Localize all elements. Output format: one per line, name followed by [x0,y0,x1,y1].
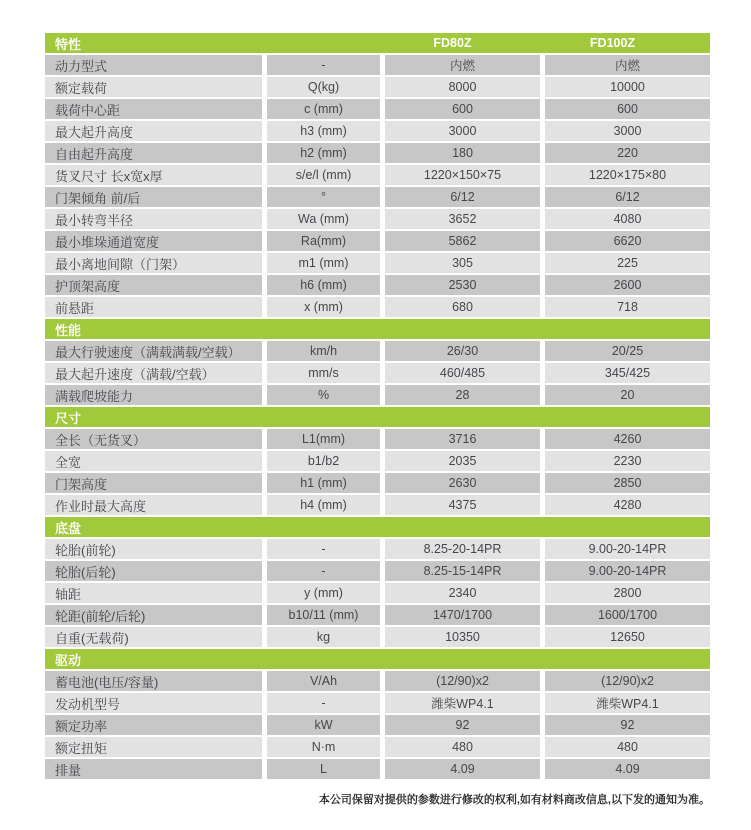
table-row [45,385,710,405]
spec-value-fd100z: 9.00-20-14PR [545,539,710,559]
table-row [45,121,710,141]
table-header-row [45,33,710,53]
spec-value-fd80z: 680 [385,297,540,317]
spec-label: 发动机型号 [45,693,262,713]
footer-disclaimer: 本公司保留对提供的参数进行修改的权利,如有材料商改信息,以下发的通知为准。 [318,794,710,806]
spec-value-fd100z: (12/90)x2 [545,671,710,691]
spec-label: 动力型式 [45,55,262,75]
table-row [45,737,710,757]
table-row [45,165,710,185]
table-row [45,187,710,207]
spec-unit: ° [267,187,380,207]
spec-value-fd100z: 2600 [545,275,710,295]
spec-value-fd80z: 4375 [385,495,540,515]
spec-value-fd80z: 600 [385,99,540,119]
spec-label: 蓄电池(电压/容量) [45,671,262,691]
header-model-fd100z: FD100Z [589,36,636,50]
table-row [45,341,710,361]
table-row [45,583,710,603]
spec-label: 最大起升高度 [45,121,262,141]
spec-unit: L [267,759,380,779]
spec-unit: h2 (mm) [267,143,380,163]
table-row [45,99,710,119]
spec-value-fd80z: 8.25-15-14PR [385,561,540,581]
spec-label: 最小离地间隙（门架） [45,253,262,273]
spec-unit: mm/s [267,363,380,383]
spec-label: 门架倾角 前/后 [45,187,262,207]
spec-value-fd100z: 6620 [545,231,710,251]
spec-value-fd80z: 3000 [385,121,540,141]
spec-value-fd100z: 4280 [545,495,710,515]
spec-value-fd80z: 2035 [385,451,540,471]
spec-value-fd80z: (12/90)x2 [385,671,540,691]
spec-value-fd100z: 1220×175×80 [545,165,710,185]
spec-label: 作业时最大高度 [45,495,262,515]
spec-unit: km/h [267,341,380,361]
spec-value-fd100z: 4080 [545,209,710,229]
spec-value-fd80z: 2340 [385,583,540,603]
table-row [45,561,710,581]
spec-unit: x (mm) [267,297,380,317]
spec-value-fd100z: 345/425 [545,363,710,383]
spec-unit: Wa (mm) [267,209,380,229]
spec-label: 额定载荷 [45,77,262,97]
spec-label: 门架高度 [45,473,262,493]
spec-unit: kW [267,715,380,735]
spec-unit: - [267,539,380,559]
table-row [45,627,710,647]
table-row [45,77,710,97]
spec-label: 自重(无载荷) [45,627,262,647]
spec-unit: - [267,561,380,581]
section-header: 底盘 [45,517,710,537]
spec-unit: h3 (mm) [267,121,380,141]
spec-value-fd80z: 26/30 [385,341,540,361]
spec-label: 货叉尺寸 长x宽x厚 [45,165,262,185]
section-header: 尺寸 [45,407,710,427]
spec-value-fd80z: 8.25-20-14PR [385,539,540,559]
table-row [45,759,710,779]
spec-label: 全宽 [45,451,262,471]
table-row [45,429,710,449]
spec-label: 护顶架高度 [45,275,262,295]
spec-value-fd100z: 20/25 [545,341,710,361]
spec-unit: b1/b2 [267,451,380,471]
spec-value-fd80z: 5862 [385,231,540,251]
spec-value-fd100z: 潍柴WP4.1 [545,693,710,713]
spec-unit: s/e/l (mm) [267,165,380,185]
spec-unit: - [267,55,380,75]
spec-unit: kg [267,627,380,647]
spec-value-fd80z: 内燃 [385,55,540,75]
spec-label: 轮距(前轮/后轮) [45,605,262,625]
spec-label: 排量 [45,759,262,779]
table-row [45,539,710,559]
table-row [45,495,710,515]
table-row [45,231,710,251]
spec-value-fd100z: 718 [545,297,710,317]
spec-value-fd80z: 潍柴WP4.1 [385,693,540,713]
spec-unit: h1 (mm) [267,473,380,493]
spec-label: 前悬距 [45,297,262,317]
spec-value-fd80z: 180 [385,143,540,163]
spec-value-fd100z: 1600/1700 [545,605,710,625]
spec-value-fd80z: 92 [385,715,540,735]
spec-value-fd80z: 8000 [385,77,540,97]
spec-unit: h6 (mm) [267,275,380,295]
spec-label: 轴距 [45,583,262,603]
spec-value-fd100z: 20 [545,385,710,405]
table-row [45,473,710,493]
spec-label: 轮胎(后轮) [45,561,262,581]
spec-value-fd100z: 4.09 [545,759,710,779]
spec-label: 最小堆垛通道宽度 [45,231,262,251]
spec-unit: V/Ah [267,671,380,691]
spec-value-fd100z: 225 [545,253,710,273]
spec-label: 额定功率 [45,715,262,735]
spec-unit: L1(mm) [267,429,380,449]
spec-unit: - [267,693,380,713]
spec-label: 满载爬坡能力 [45,385,262,405]
spec-label: 轮胎(前轮) [45,539,262,559]
spec-value-fd80z: 6/12 [385,187,540,207]
table-body [45,55,710,779]
spec-value-fd80z: 1220×150×75 [385,165,540,185]
spec-value-fd100z: 600 [545,99,710,119]
spec-unit: m1 (mm) [267,253,380,273]
table-row [45,605,710,625]
spec-value-fd100z: 2230 [545,451,710,471]
spec-value-fd100z: 内燃 [545,55,710,75]
spec-value-fd100z: 220 [545,143,710,163]
spec-value-fd100z: 9.00-20-14PR [545,561,710,581]
spec-label: 最大起升速度（满载/空载） [45,363,262,383]
spec-value-fd80z: 2630 [385,473,540,493]
section-header: 性能 [45,319,710,339]
spec-label: 最大行驶速度（满载满载/空载） [45,341,262,361]
table-row [45,693,710,713]
spec-value-fd100z: 3000 [545,121,710,141]
spec-value-fd80z: 480 [385,737,540,757]
spec-value-fd100z: 480 [545,737,710,757]
spec-unit: y (mm) [267,583,380,603]
spec-label: 载荷中心距 [45,99,262,119]
spec-label: 自由起升高度 [45,143,262,163]
spec-unit: b10/11 (mm) [267,605,380,625]
spec-value-fd80z: 3652 [385,209,540,229]
table-row [45,143,710,163]
spec-value-fd80z: 305 [385,253,540,273]
spec-value-fd100z: 4260 [545,429,710,449]
spec-value-fd100z: 12650 [545,627,710,647]
spec-label: 最小转弯半径 [45,209,262,229]
table-row [45,451,710,471]
table-row [45,363,710,383]
table-row [45,55,710,75]
spec-unit: Ra(mm) [267,231,380,251]
header-model-fd80z: FD80Z [433,36,472,50]
table-row [45,275,710,295]
spec-unit: % [267,385,380,405]
table-row [45,209,710,229]
spec-value-fd80z: 3716 [385,429,540,449]
spec-value-fd80z: 28 [385,385,540,405]
spec-value-fd100z: 2850 [545,473,710,493]
table-row [45,715,710,735]
spec-value-fd100z: 6/12 [545,187,710,207]
spec-unit: N·m [267,737,380,757]
table-row [45,671,710,691]
spec-value-fd80z: 2530 [385,275,540,295]
header-feature-label: 特性 [55,36,82,52]
spec-value-fd100z: 10000 [545,77,710,97]
spec-value-fd80z: 10350 [385,627,540,647]
spec-unit: c (mm) [267,99,380,119]
spec-value-fd80z: 460/485 [385,363,540,383]
spec-table [45,33,710,781]
spec-value-fd80z: 1470/1700 [385,605,540,625]
spec-value-fd100z: 2800 [545,583,710,603]
table-row [45,297,710,317]
spec-label: 全长（无货叉） [45,429,262,449]
spec-value-fd80z: 4.09 [385,759,540,779]
spec-label: 额定扭矩 [45,737,262,757]
spec-value-fd100z: 92 [545,715,710,735]
spec-unit: h4 (mm) [267,495,380,515]
spec-unit: Q(kg) [267,77,380,97]
section-header: 驱动 [45,649,710,669]
table-row [45,253,710,273]
